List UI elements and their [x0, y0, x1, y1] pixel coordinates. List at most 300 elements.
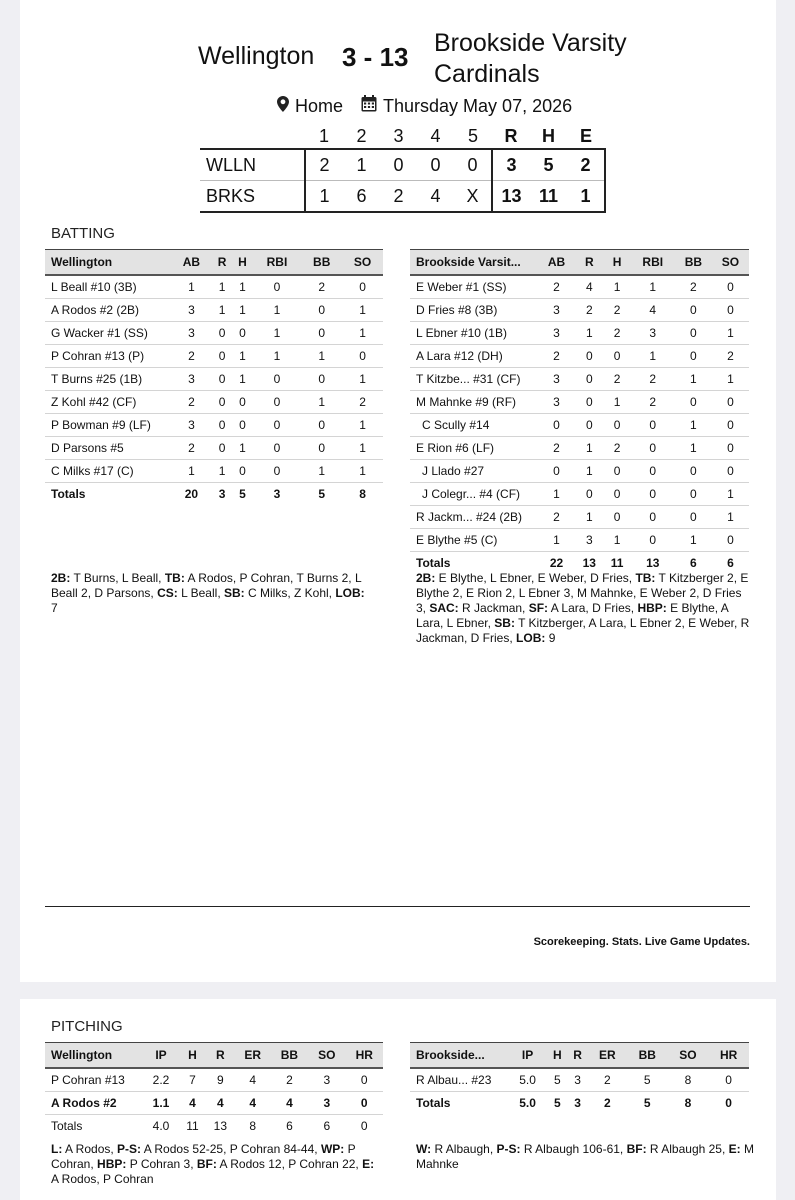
location-pin-icon: [277, 96, 289, 117]
totals-cell: 8: [684, 1096, 692, 1110]
stat-cell: 2: [604, 322, 631, 345]
stat-cell: 1: [253, 345, 302, 368]
stat-cell: 1: [604, 391, 631, 414]
stat-cell: 1: [232, 368, 252, 391]
stat-column-header: IP: [143, 1043, 179, 1069]
stat-cell: 5: [627, 1068, 668, 1092]
game-meta: [277, 95, 572, 117]
stat-cell: 3: [171, 414, 212, 437]
stat-cell: 0: [575, 368, 604, 391]
stat-cell: 1: [301, 345, 342, 368]
stat-cell: 1: [712, 322, 749, 345]
errors-cell: 2: [567, 149, 605, 181]
stat-cell: 0: [301, 299, 342, 322]
stat-cell: 2.2: [143, 1068, 179, 1092]
runs-header: R: [504, 125, 518, 146]
inning-cell: 0: [454, 149, 492, 181]
stat-column-header: AB: [538, 250, 575, 276]
inning-cell: 1: [305, 181, 343, 213]
totals-label: Totals: [416, 556, 451, 570]
stat-cell: 3: [538, 391, 575, 414]
stat-column-header: H: [232, 250, 252, 276]
stat-cell: 3: [308, 1092, 345, 1115]
totals-label: Totals: [416, 1096, 451, 1110]
player-row: [45, 299, 383, 322]
inning-header: 5: [467, 125, 478, 146]
stat-cell: 1: [232, 275, 252, 299]
player-name: C Scully #14: [410, 414, 538, 437]
stat-cell: 4: [235, 1092, 271, 1115]
stat-cell: 4: [206, 1092, 235, 1115]
totals-label: Totals: [51, 487, 86, 501]
stat-cell: 3: [308, 1068, 345, 1092]
totals-cell: 20: [184, 487, 199, 501]
note-text: R Albaugh 25,: [646, 1142, 729, 1156]
stat-cell: 0: [631, 506, 675, 529]
stat-cell: 1: [675, 414, 712, 437]
stat-column-header: H: [604, 250, 631, 276]
totals-cell: 11: [610, 556, 624, 570]
totals-cell: 3: [218, 487, 226, 501]
stat-cell: 1: [675, 368, 712, 391]
stat-cell: 2: [538, 506, 575, 529]
player-name: A Rodos #2 (2B): [45, 299, 171, 322]
divider: [45, 906, 750, 907]
stat-cell: 2: [301, 275, 342, 299]
note-text: E Blythe, L Ebner, E Weber, D Fries,: [435, 571, 636, 585]
totals-cell: 5: [643, 1096, 651, 1110]
note-label: E:: [362, 1157, 375, 1171]
stat-cell: 0: [631, 529, 675, 552]
note-text: A Lara, D Fries,: [548, 601, 638, 615]
note-text: 9: [545, 631, 556, 645]
stat-column-header: IP: [508, 1043, 547, 1069]
note-label: SAC:: [429, 601, 459, 615]
location-label: Home: [295, 95, 344, 116]
stat-cell: 1: [342, 414, 383, 437]
stat-column-header: BB: [301, 250, 342, 276]
totals-cell: 0: [360, 1119, 368, 1133]
stat-cell: 0: [253, 437, 302, 460]
away-team-name: Wellington: [198, 42, 315, 70]
player-name: E Weber #1 (SS): [410, 275, 538, 299]
stat-column-header: SO: [712, 250, 749, 276]
player-row: [410, 1068, 749, 1092]
totals-row: [45, 483, 383, 506]
player-name: A Lara #12 (DH): [410, 345, 538, 368]
note-label: HBP:: [97, 1157, 127, 1171]
stat-cell: 0: [301, 368, 342, 391]
player-row: [410, 483, 749, 506]
stat-cell: 0: [301, 437, 342, 460]
stat-cell: 0: [604, 460, 631, 483]
note-text: M Mahnke: [416, 1142, 754, 1171]
stat-column-header: ER: [588, 1043, 627, 1069]
stat-column-header: RBI: [253, 250, 302, 276]
player-name: A Rodos #2: [45, 1092, 143, 1115]
stat-cell: 0: [631, 414, 675, 437]
stat-cell: 0: [712, 437, 749, 460]
stat-cell: 1: [575, 460, 604, 483]
table-header-row: [410, 250, 749, 276]
totals-cell: 5.0: [519, 1096, 536, 1110]
player-name: D Fries #8 (3B): [410, 299, 538, 322]
stat-cell: 0: [708, 1068, 749, 1092]
stat-cell: 0: [301, 414, 342, 437]
note-label: BF:: [196, 1157, 217, 1171]
stat-cell: 3: [538, 322, 575, 345]
note-text: L Beall,: [177, 586, 224, 600]
calendar-icon: [361, 95, 377, 117]
totals-label: Totals: [51, 1119, 83, 1133]
stat-cell: 0: [212, 345, 232, 368]
player-row: [410, 368, 749, 391]
player-name: C Milks #17 (C): [45, 460, 171, 483]
player-name: P Bowman #9 (LF): [45, 414, 171, 437]
player-row: [410, 275, 749, 299]
totals-cell: 3: [273, 487, 281, 501]
totals-cell: 11: [186, 1119, 199, 1133]
stat-cell: 0: [675, 483, 712, 506]
line-score-team: WLLN: [200, 149, 305, 181]
line-score-team: BRKS: [200, 181, 305, 213]
stat-column-header: AB: [171, 250, 212, 276]
stat-cell: 2: [171, 345, 212, 368]
stat-cell: 0: [575, 391, 604, 414]
stat-cell: 0: [212, 437, 232, 460]
inning-cell: 4: [417, 181, 454, 213]
stat-cell: 2: [588, 1068, 627, 1092]
player-row: [410, 437, 749, 460]
stat-cell: 0: [253, 460, 302, 483]
player-row: [45, 460, 383, 483]
totals-cell: 6: [286, 1119, 293, 1133]
note-text: 7: [51, 601, 58, 615]
stat-column-header: RBI: [631, 250, 675, 276]
totals-cell: 6: [727, 556, 734, 570]
stat-column-header: R: [567, 1043, 587, 1069]
stat-cell: 0: [631, 483, 675, 506]
player-name: R Jackm... #24 (2B): [410, 506, 538, 529]
footer-tagline: Scorekeeping. Stats. Live Game Updates.: [533, 936, 750, 948]
stat-cell: 0: [253, 391, 302, 414]
stat-cell: 3: [538, 299, 575, 322]
stat-cell: 0: [212, 322, 232, 345]
stat-cell: 0: [675, 322, 712, 345]
stat-cell: 4: [575, 275, 604, 299]
player-row: [410, 414, 749, 437]
stat-cell: 1: [604, 275, 631, 299]
stat-column-header: H: [547, 1043, 567, 1069]
player-row: [45, 322, 383, 345]
stat-cell: 2: [271, 1068, 308, 1092]
totals-cell: 5: [553, 1096, 561, 1110]
errors-header: E: [579, 125, 592, 146]
stat-cell: 0: [712, 275, 749, 299]
stat-column-header: BB: [627, 1043, 668, 1069]
stat-cell: 0: [604, 483, 631, 506]
stat-cell: 3: [538, 368, 575, 391]
totals-cell: 6: [690, 556, 697, 570]
stat-column-header: SO: [342, 250, 383, 276]
player-name: R Albau... #23: [410, 1068, 508, 1092]
errors-cell: 1: [567, 181, 605, 213]
note-text: T Kitzberger, A Lara, L Ebner 2, E Weber, R Jackman, D Fries,: [416, 616, 750, 645]
totals-cell: 2: [604, 1096, 611, 1110]
totals-cell: 13: [582, 556, 596, 570]
stat-cell: 1: [212, 299, 232, 322]
stat-cell: 0: [631, 437, 675, 460]
stat-cell: 0: [575, 483, 604, 506]
totals-cell: 8: [359, 487, 366, 501]
stat-cell: 1: [171, 275, 212, 299]
player-row: [45, 414, 383, 437]
inning-cell: 0: [417, 149, 454, 181]
note-text: T Burns, L Beall,: [70, 571, 165, 585]
hits-cell: 5: [530, 149, 567, 181]
inning-header: 4: [430, 125, 441, 146]
stat-cell: 1: [253, 322, 302, 345]
stat-cell: 0: [232, 414, 252, 437]
stat-cell: 1: [575, 437, 604, 460]
stat-cell: 0: [342, 345, 383, 368]
note-label: L:: [51, 1142, 63, 1156]
away-batting-table: [45, 249, 383, 505]
player-row: [45, 391, 383, 414]
stat-cell: 0: [675, 345, 712, 368]
note-label: E:: [728, 1142, 741, 1156]
note-text: A Rodos 12, P Cohran 22,: [216, 1157, 363, 1171]
stat-cell: 0: [212, 368, 232, 391]
stat-cell: 3: [171, 322, 212, 345]
boxscore-card: [20, 0, 776, 982]
stat-cell: 0: [253, 275, 302, 299]
table-header-row: [410, 1043, 749, 1069]
stat-cell: 0: [301, 322, 342, 345]
inning-cell: 1: [343, 149, 380, 181]
stat-column-header: R: [206, 1043, 235, 1069]
totals-cell: 5: [239, 487, 246, 501]
note-label: HBP:: [637, 601, 667, 615]
hits-cell: 11: [530, 181, 567, 213]
stat-cell: 0: [575, 414, 604, 437]
stat-cell: 2: [675, 275, 712, 299]
inning-cell: 6: [343, 181, 380, 213]
stat-cell: 1: [575, 506, 604, 529]
stat-cell: 0: [675, 506, 712, 529]
stat-cell: 2: [631, 368, 675, 391]
stat-cell: 3: [631, 322, 675, 345]
note-label: LOB:: [516, 631, 546, 645]
stat-cell: 1: [712, 483, 749, 506]
stat-column-header: R: [212, 250, 232, 276]
stat-cell: 3: [171, 368, 212, 391]
note-label: LOB:: [335, 586, 365, 600]
stat-cell: 1: [253, 299, 302, 322]
runs-cell: 3: [492, 149, 530, 181]
player-row: [45, 1068, 383, 1092]
stat-cell: 4: [179, 1092, 206, 1115]
note-text: C Milks, Z Kohl,: [244, 586, 336, 600]
home-batting-notes: [416, 571, 754, 646]
stat-column-header: HR: [346, 1043, 383, 1069]
stat-cell: 0: [342, 275, 383, 299]
line-score-row: [200, 181, 605, 213]
totals-cell: 6: [323, 1119, 331, 1133]
stat-cell: 2: [171, 391, 212, 414]
stat-cell: 1: [301, 391, 342, 414]
stat-column-header: H: [179, 1043, 206, 1069]
stat-cell: 1: [301, 460, 342, 483]
home-pitching-table: [410, 1042, 749, 1114]
stat-cell: 1: [342, 322, 383, 345]
totals-cell: 13: [213, 1119, 227, 1133]
stat-cell: 0: [538, 460, 575, 483]
totals-cell: 0: [725, 1096, 732, 1110]
stat-cell: 8: [668, 1068, 709, 1092]
player-name: T Kitzbe... #31 (CF): [410, 368, 538, 391]
stat-column-header: SO: [308, 1043, 345, 1069]
stat-cell: 2: [631, 391, 675, 414]
player-name: Z Kohl #42 (CF): [45, 391, 171, 414]
player-name: J Llado #27: [410, 460, 538, 483]
stat-cell: 0: [604, 345, 631, 368]
player-name: T Burns #25 (1B): [45, 368, 171, 391]
stat-cell: 0: [346, 1068, 383, 1092]
team-header: Brookside Varsit...: [410, 250, 538, 276]
player-row: [45, 437, 383, 460]
line-score-row: [200, 149, 605, 181]
note-label: SF:: [528, 601, 549, 615]
stat-cell: 0: [712, 414, 749, 437]
player-row: [410, 299, 749, 322]
stat-cell: 0: [232, 322, 252, 345]
stat-cell: 1: [712, 368, 749, 391]
stat-column-header: SO: [668, 1043, 709, 1069]
home-pitching-notes: [416, 1142, 754, 1172]
stat-cell: 3: [171, 299, 212, 322]
note-text: P Cohran,: [51, 1142, 356, 1171]
note-label: SB:: [223, 586, 245, 600]
note-text: R Albaugh 106-61,: [520, 1142, 627, 1156]
final-score: 3 - 13: [342, 42, 409, 72]
stat-column-header: BB: [675, 250, 712, 276]
totals-cell: 22: [549, 556, 564, 570]
inning-cell: 2: [305, 149, 343, 181]
away-pitching-table: [45, 1042, 383, 1137]
stat-cell: 0: [346, 1092, 383, 1115]
player-name: P Cohran #13: [45, 1068, 143, 1092]
stat-cell: 0: [604, 506, 631, 529]
stat-cell: 1: [212, 275, 232, 299]
note-label: BF:: [626, 1142, 647, 1156]
player-row: [45, 368, 383, 391]
stat-cell: 0: [253, 368, 302, 391]
note-text: A Rodos, P Cohran: [51, 1172, 154, 1186]
stat-cell: 0: [212, 414, 232, 437]
player-row: [410, 322, 749, 345]
stat-cell: 2: [604, 299, 631, 322]
stat-cell: 1: [232, 299, 252, 322]
stat-cell: 9: [206, 1068, 235, 1092]
game-date: Thursday May 07, 2026: [383, 95, 573, 116]
player-row: [410, 529, 749, 552]
stat-cell: 3: [567, 1068, 587, 1092]
stat-cell: 1: [342, 460, 383, 483]
stat-cell: 2: [538, 437, 575, 460]
player-row: [410, 391, 749, 414]
player-row: [45, 345, 383, 368]
player-name: D Parsons #5: [45, 437, 171, 460]
runs-cell: 13: [492, 181, 530, 213]
note-label: TB:: [635, 571, 656, 585]
stat-cell: 0: [712, 529, 749, 552]
stat-cell: 1: [575, 322, 604, 345]
stat-cell: 1: [232, 345, 252, 368]
totals-cell: 5: [318, 487, 326, 501]
batting-section-title: BATTING: [51, 225, 115, 242]
note-label: 2B:: [51, 571, 71, 585]
player-row: [410, 506, 749, 529]
totals-cell: 3: [574, 1096, 581, 1110]
stat-cell: 3: [575, 529, 604, 552]
note-label: TB:: [164, 571, 185, 585]
stat-cell: 2: [538, 345, 575, 368]
note-label: WP:: [320, 1142, 345, 1156]
stat-cell: 0: [675, 391, 712, 414]
note-text: T Kitzberger 2, E Blythe 2, E Rion 2, L Ebner 3, M Mahnke, E Weber 2, D Fries 3,: [416, 571, 749, 615]
stat-cell: 5.0: [508, 1068, 547, 1092]
inning-header: 2: [356, 125, 367, 146]
stat-cell: 4: [271, 1092, 308, 1115]
stat-cell: 1: [342, 368, 383, 391]
stat-column-header: BB: [271, 1043, 308, 1069]
stat-cell: 4: [631, 299, 675, 322]
stat-cell: 1: [171, 460, 212, 483]
stat-column-header: R: [575, 250, 604, 276]
team-header: Wellington: [45, 1043, 143, 1069]
stat-cell: 0: [631, 460, 675, 483]
note-text: A Rodos,: [62, 1142, 118, 1156]
stat-cell: 1: [712, 506, 749, 529]
totals-cell: 8: [249, 1119, 257, 1133]
stat-cell: 2: [342, 391, 383, 414]
team-header: Wellington: [45, 250, 171, 276]
inning-cell: 2: [380, 181, 417, 213]
stat-cell: 0: [575, 345, 604, 368]
stat-column-header: HR: [708, 1043, 749, 1069]
stat-cell: 1: [631, 345, 675, 368]
player-row: [410, 460, 749, 483]
stat-cell: 0: [712, 299, 749, 322]
stat-cell: 5: [547, 1068, 567, 1092]
stat-cell: 1: [675, 529, 712, 552]
stat-cell: 7: [179, 1068, 206, 1092]
stat-cell: 0: [212, 391, 232, 414]
player-name: M Mahnke #9 (RF): [410, 391, 538, 414]
team-header: Brookside...: [410, 1043, 508, 1069]
stat-cell: 1: [604, 529, 631, 552]
stat-cell: 0: [253, 414, 302, 437]
stat-cell: 1: [538, 529, 575, 552]
inning-header: 1: [318, 125, 329, 146]
stat-cell: 1: [631, 275, 675, 299]
stat-cell: 0: [232, 391, 252, 414]
player-name: J Colegr... #4 (CF): [410, 483, 538, 506]
stat-cell: 1: [342, 299, 383, 322]
home-batting-table: [410, 249, 749, 574]
stat-cell: 2: [604, 437, 631, 460]
